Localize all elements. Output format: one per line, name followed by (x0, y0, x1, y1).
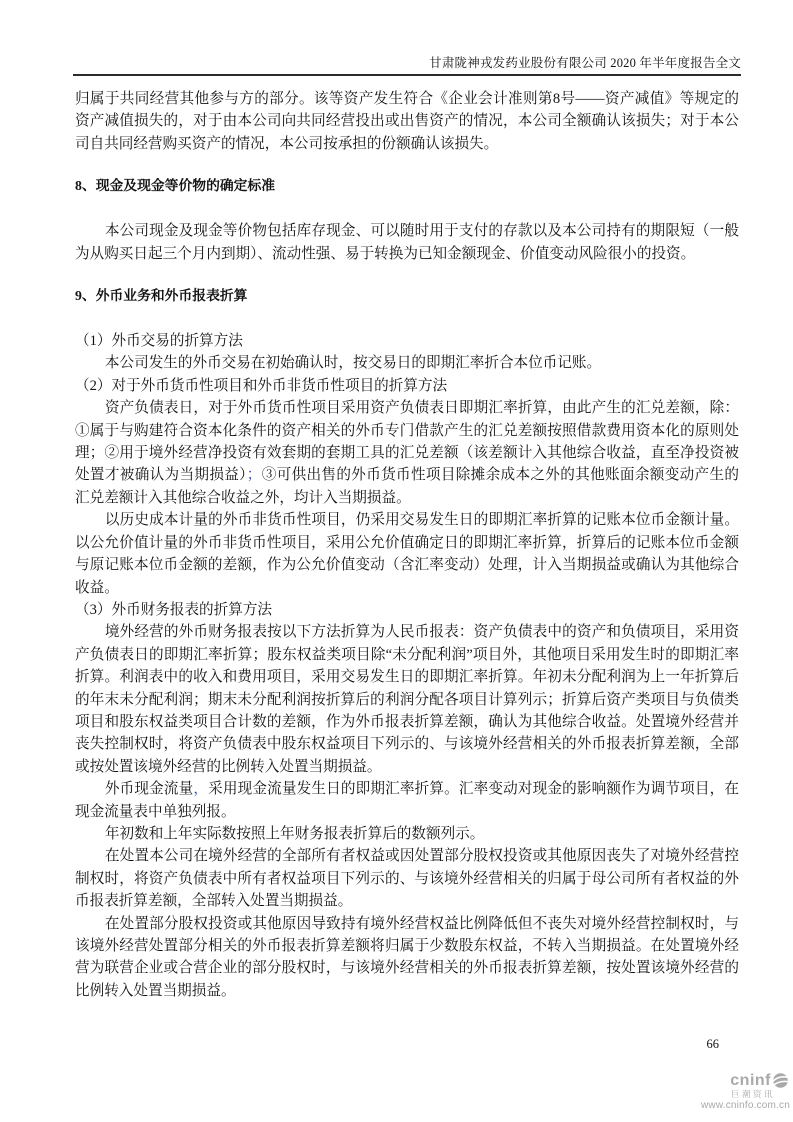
paragraph: （1）外币交易的折算方法 (75, 333, 243, 350)
paragraph: 本公司现金及现金等价物包括库存现金、可以随时用于支付的存款以及本公司持有的期限短（一般为从购买日起三个月内到期）、流动性强、易于转换为已知金额现金、价值变动风险很小的投资。 (75, 223, 739, 262)
paragraph (75, 397, 739, 509)
section-heading: 8、现金及现金等价物的确定标准 (75, 178, 276, 194)
section-heading: 9、外币业务和外币报表折算 (75, 288, 248, 304)
paragraph: 归属于共同经营其他参与方的部分。该等资产发生符合《企业会计准则第8号——资产减值》等规定的资产减值损失的，对于由本公司向共同经营投出或出售资产的情况，本公司全额确认该损失；对于本公司自共同经营购买资产的情况，本公司按承担的份额确认该损失。 (75, 91, 739, 152)
paragraph: 在处置本公司在境外经营的全部所有者权益或因处置部分股权投资或其他原因丧失了对境外经营控制权时，将资产负债表中所有者权益项目下列示的、与该境外经营相关的归属于母公司所有者权益的外币报表折算差额，全部转入处置当期损益。 (75, 848, 739, 910)
report-header-title: 甘肃陇神戎发药业股份有限公司 2020 年半年度报告全文 (429, 56, 741, 70)
paragraph: （3）外币财务报表的折算方法 (75, 601, 273, 618)
text-run: 资产负债表日，对于外币货币性项目采用资产负债表日即期汇率折算，由此产生的汇兑差额，除：①属于与购建符合资本化条件的资产相关的外币专门借款产生的汇兑差额按照借款费用资本化的原则处理；②用于境外经营净投资有效套期的套期工具的汇兑差额（该差额计入其他综合收益，直至净投资被处置才被确认为当期损益） (75, 400, 739, 484)
paragraph (75, 778, 739, 823)
report-body (75, 88, 739, 1002)
cninfo-logo (701, 1072, 789, 1111)
paragraph: 以历史成本计量的外币非货币性项目，仍采用交易发生日的即期汇率折算的记账本位币金额计量。以公允价值计量的外币非货币性项目，采用公允价值确定日的即期汇率折算，折算后的记账本位币金额与原记账本位币金额的差额，作为公允价值变动（含汇率变动）处理，计入当期损益或确认为其他综合收益。 (75, 512, 739, 596)
text-run: 外币现金流量 (104, 781, 194, 798)
paragraph: 在处置部分股权投资或其他原因导致持有境外经营权益比例降低但不丧失对境外经营控制权时，与该境外经营处置部分相关的外币报表折算差额将归属于少数股东权益，不转入当期损益。在处置境外经营为联营企业或合营企业的部分股权时，与该境外经营相关的外币报表折算差额，按处置该境外经营的比例转入处置当期损益。 (75, 915, 739, 999)
header-divider (73, 74, 741, 76)
cninfo-swirl-icon (772, 1072, 789, 1089)
cninfo-brand-text: cninf (730, 1071, 771, 1089)
paragraph: （2）对于外币货币性项目和外币非货币性项目的折算方法 (75, 377, 448, 394)
cninfo-logo-row (701, 1072, 789, 1089)
blue-punctuation: ， (193, 781, 209, 798)
cninfo-url: www.cninfo.com.cn (701, 1099, 790, 1111)
page-header (73, 0, 741, 76)
paragraph: 本公司发生的外币交易在初始确认时，按交易日的即期汇率折合本位币记账。 (104, 355, 602, 372)
text-run: 采用现金流量发生日的即期汇率折算。汇率变动对现金的影响额作为调节项目，在现金流量表中单独列报。 (75, 781, 739, 820)
paragraph: 年初数和上年实际数按照上年财务报表折算后的数额列示。 (104, 825, 485, 842)
page-number: 66 (706, 1037, 719, 1051)
text-run: ③可供出售的外币货币性项目除摊余成本之外的其他账面余额变动产生的汇兑差额计入其他综合收益之外，均计入当期损益。 (75, 467, 739, 506)
blue-punctuation: ； (246, 467, 262, 484)
paragraph: 境外经营的外币财务报表按以下方法折算为人民币报表：资产负债表中的资产和负债项目，采用资产负债表日的即期汇率折算；股东权益类项目除“未分配利润”项目外，其他项目采用发生时的即期汇率折算。利润表中的收入和费用项目，采用交易发生日的即期汇率折算。年初未分配利润为上一年折算后的年末未分配利润；期末未分配利润按折算后的利润分配各项目计算列示；折算后资产类项目与负债类项目和股东权益类项目合计数的差额，作为外币报表折算差额，确认为其他综合收益。处置境外经营并丧失控制权时，将资产负债表中股东权益项目下列示的、与该境外经营相关的外币报表折算差额，全部或按处置该境外经营的比例转入处置当期损益。 (75, 624, 739, 775)
cninfo-chinese-name: 巨潮资讯 (730, 1089, 775, 1099)
